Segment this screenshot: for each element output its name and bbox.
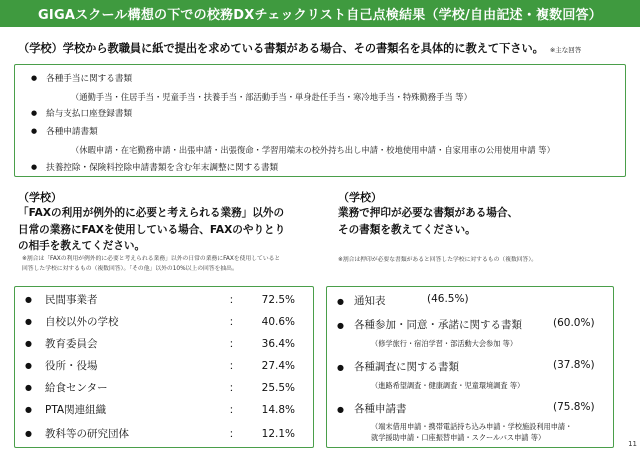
seal-document-item bbox=[337, 293, 385, 308]
left-question-line: の相手を教えてください。 bbox=[18, 240, 146, 252]
fax-partner-row bbox=[25, 402, 301, 417]
bullet-icon: ● bbox=[337, 321, 344, 330]
left-question-line: 「FAXの利用が例外的に必要と考えられる業務」以外の bbox=[18, 207, 285, 219]
left-note bbox=[22, 254, 280, 274]
fax-partners-box bbox=[14, 286, 314, 448]
colon: ： bbox=[229, 428, 240, 440]
fax-partner-percent: 40.6% bbox=[261, 315, 295, 328]
fax-partner-row bbox=[25, 292, 301, 307]
seal-document-item bbox=[337, 317, 522, 332]
top-answers-list bbox=[15, 65, 625, 177]
fax-partner-name: 自校以外の学校 bbox=[45, 316, 119, 328]
list-item-detail: （通勤手当・住居手当・児童手当・扶養手当・部活動手当・単身赴任手当・寒冷地手当・特殊勤務手当 等） bbox=[71, 91, 472, 102]
bullet-icon: ● bbox=[337, 405, 344, 414]
right-section-tag: （学校） bbox=[338, 191, 382, 204]
fax-partner-percent: 14.8% bbox=[261, 403, 295, 416]
bullet-icon: ● bbox=[25, 383, 32, 392]
fax-partner-name: 民間事業者 bbox=[45, 294, 98, 306]
left-section-tag: （学校） bbox=[18, 191, 62, 204]
bullet-icon: ● bbox=[25, 429, 32, 438]
seal-document-detail: 就学援助申請・口座振替申請・スクールバス申請 等） bbox=[371, 433, 546, 442]
fax-partner-row bbox=[25, 426, 301, 441]
seal-document-percent: (75.8%) bbox=[553, 401, 595, 413]
seal-document-name: 各種調査に関する書類 bbox=[353, 361, 459, 373]
list-item: ● 各種申請書類 bbox=[31, 124, 625, 142]
list-item-detail: （休暇申請・在宅勤務申請・出張申請・出張復命・学習用端末の校外持ち出し申請・校地使用申請・自家用車の公用使用申請 等） bbox=[71, 144, 555, 155]
seal-document-name: 通知表 bbox=[353, 295, 386, 307]
fax-partner-name: 役所・役場 bbox=[45, 360, 98, 372]
bullet-icon: ● bbox=[25, 405, 32, 414]
seal-document-name: 各種参加・同意・承諾に関する書類 bbox=[353, 319, 522, 331]
left-question-line: 日常の業務にFAXを使用している場合、FAXのやりとり bbox=[18, 223, 286, 236]
fax-partner-percent: 27.4% bbox=[261, 359, 295, 372]
seal-document-percent: (37.8%) bbox=[553, 359, 595, 371]
page-number: 11 bbox=[628, 440, 637, 448]
right-question-line: その書類を教えてください。 bbox=[338, 223, 476, 236]
left-note-line: 回答した学校に対するもの（複数回答）。「その他」以外の10%以上の回答を抽出。 bbox=[22, 266, 238, 272]
seal-document-detail: （端末借用申請・携帯電話持ち込み申請・学校施設利用申請・ bbox=[371, 422, 573, 431]
bullet-icon: ● bbox=[337, 363, 344, 372]
bullet-icon: ● bbox=[337, 297, 344, 306]
top-answers-box bbox=[14, 64, 626, 177]
seal-document-item bbox=[337, 359, 459, 374]
fax-partner-percent: 36.4% bbox=[261, 337, 295, 350]
colon: ： bbox=[229, 338, 240, 350]
bullet-icon: ● bbox=[25, 317, 32, 326]
page-title-banner bbox=[0, 0, 640, 27]
fax-partner-row bbox=[25, 336, 301, 351]
top-question-note: ※主な回答 bbox=[549, 46, 582, 54]
top-question bbox=[18, 40, 581, 56]
seal-document-item bbox=[337, 401, 406, 416]
colon: ： bbox=[229, 382, 240, 394]
colon: ： bbox=[229, 316, 240, 328]
fax-partner-row bbox=[25, 380, 301, 395]
fax-partner-row bbox=[25, 314, 301, 329]
bullet-icon: ● bbox=[25, 339, 32, 348]
fax-partner-name: 給食センター bbox=[45, 382, 108, 394]
left-note-line: ※割合は「FAXの利用が例外的に必要と考えられる業務」以外の日常の業務にFAXを使用していると bbox=[22, 256, 281, 262]
bullet-icon: ● bbox=[25, 295, 32, 304]
top-question-text: （学校）学校から教職員に紙で提出を求めている書類がある場合、その書類名を具体的に教えて下さい。 bbox=[18, 42, 544, 55]
fax-partner-name: PTA関連組織 bbox=[45, 404, 107, 416]
seal-document-detail: （修学旅行・宿泊学習・部活動大会参加 等） bbox=[371, 339, 518, 348]
fax-partner-percent: 12.1% bbox=[261, 427, 295, 440]
seal-documents-box bbox=[326, 286, 614, 448]
seal-document-detail: （進路希望調査・健康調査・児童環境調査 等） bbox=[371, 381, 525, 390]
list-item: ● 扶養控除・保険料控除申請書類を含む年末調整に関する書類 bbox=[31, 160, 625, 178]
seal-document-percent: (60.0%) bbox=[553, 317, 595, 329]
list-item: ● 各種手当に関する書類 bbox=[31, 71, 625, 89]
bullet-icon: ● bbox=[25, 361, 32, 370]
right-note: ※割合は押印が必要な書類があると回答した学校に対するもの（複数回答）。 bbox=[338, 257, 538, 263]
list-item: ● 給与支払口座登録書類 bbox=[31, 106, 625, 124]
fax-partner-row bbox=[25, 358, 301, 373]
page-title: GIGAスクール構想の下での校務DXチェックリスト自己点検結果（学校/自由記述・複数回答） bbox=[38, 8, 602, 23]
fax-partner-percent: 25.5% bbox=[261, 381, 295, 394]
fax-partner-name: 教科等の研究団体 bbox=[45, 428, 129, 440]
fax-partner-percent: 72.5% bbox=[261, 293, 295, 306]
right-question-line: 業務で押印が必要な書類がある場合、 bbox=[338, 207, 519, 219]
seal-document-name: 各種申請書 bbox=[353, 403, 407, 415]
right-question bbox=[338, 205, 518, 238]
colon: ： bbox=[229, 360, 240, 372]
left-question bbox=[18, 205, 285, 255]
seal-document-percent: (46.5%) bbox=[427, 293, 469, 305]
fax-partner-name: 教育委員会 bbox=[45, 338, 98, 350]
colon: ： bbox=[229, 404, 240, 416]
colon: ： bbox=[229, 294, 240, 306]
